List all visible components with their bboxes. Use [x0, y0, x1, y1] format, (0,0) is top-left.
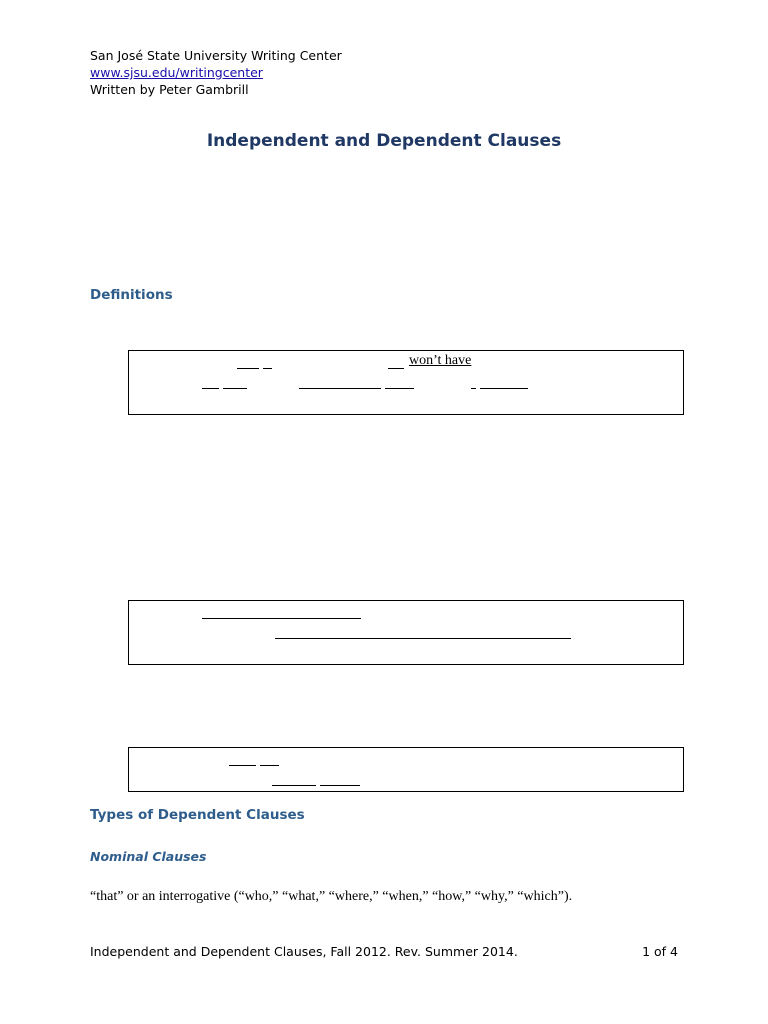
header-author: Written by Peter Gambrill — [90, 82, 249, 97]
blank-line — [471, 388, 476, 389]
blank-line — [229, 765, 256, 766]
blank-line — [320, 785, 360, 786]
blank-line — [263, 368, 272, 369]
header-org: San José State University Writing Center — [90, 48, 342, 63]
heading-definitions: Definitions — [90, 287, 173, 303]
blank-line — [272, 785, 316, 786]
example-box-2 — [128, 600, 684, 665]
blank-line — [223, 388, 247, 389]
heading-types-of-dependent-clauses: Types of Dependent Clauses — [90, 807, 305, 823]
heading-nominal-clauses: Nominal Clauses — [90, 849, 207, 864]
blank-line — [480, 388, 528, 389]
blank-line — [275, 638, 571, 639]
box1-text: won’t have — [409, 353, 472, 368]
example-box-1 — [128, 350, 684, 415]
footer-citation: Independent and Dependent Clauses, Fall 2012. Rev. Summer 2014. — [90, 944, 518, 959]
example-box-3 — [128, 747, 684, 792]
page-title: Independent and Dependent Clauses — [206, 131, 562, 151]
blank-line — [202, 618, 361, 619]
blank-line — [237, 368, 259, 369]
header-url-link[interactable]: www.sjsu.edu/writingcenter — [90, 65, 263, 80]
blank-line — [202, 388, 219, 389]
nominal-clauses-text: “that” or an interrogative (“who,” “what,” “where,” “when,” “how,” “why,” “which”). — [90, 889, 573, 904]
blank-line — [385, 388, 414, 389]
blank-line — [388, 368, 404, 369]
page-number: 1 of 4 — [642, 944, 678, 959]
blank-line — [260, 765, 279, 766]
blank-line — [299, 388, 381, 389]
